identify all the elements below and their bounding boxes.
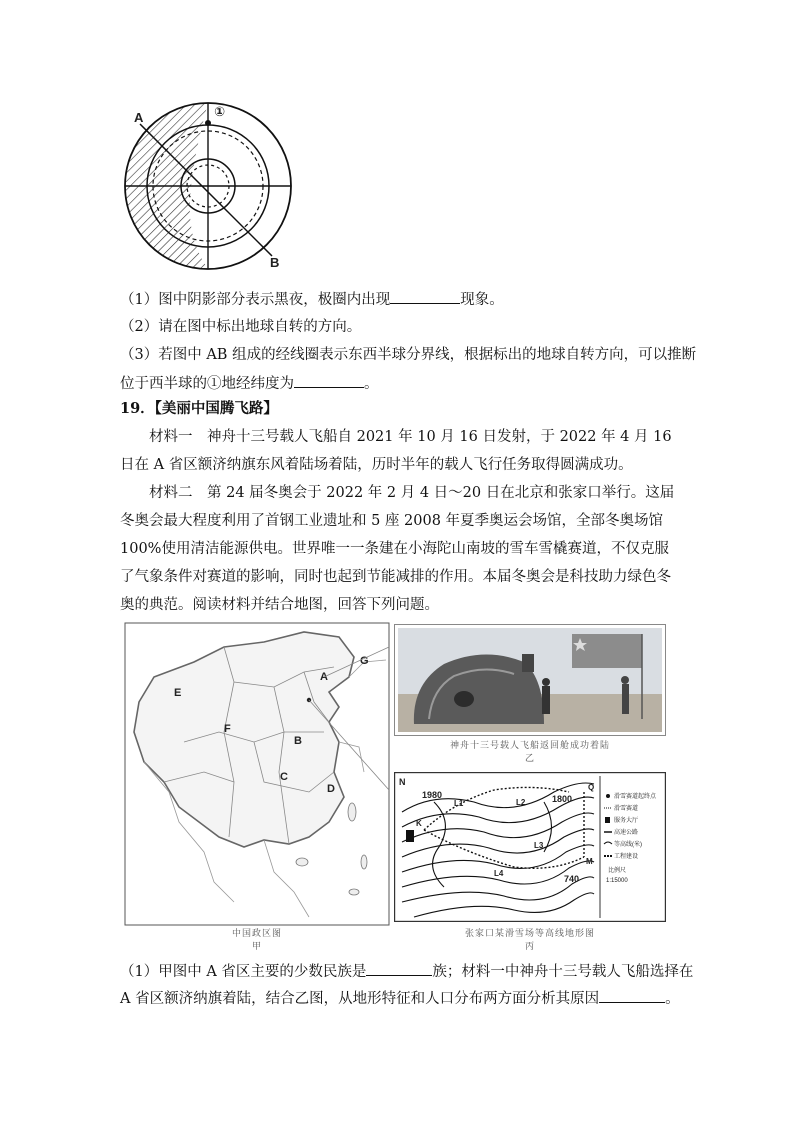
q19-sub1-line1 bbox=[120, 961, 693, 982]
contour-value-740: 740 bbox=[564, 874, 580, 884]
map-label-f: F bbox=[224, 723, 231, 735]
q19-material2 bbox=[120, 479, 676, 619]
q18-sub3-blank[interactable] bbox=[294, 373, 364, 388]
figure-block bbox=[122, 622, 670, 952]
map-caption bbox=[182, 926, 332, 952]
point-k: K bbox=[416, 819, 422, 828]
q18-sub1-text: （1）图中阴影部分表示黑夜，极圈内出现 bbox=[120, 292, 391, 308]
scale-value: 1:15000 bbox=[606, 878, 628, 884]
map-label-a: A bbox=[320, 671, 328, 683]
contour-caption bbox=[394, 926, 666, 952]
contour-l3: L3 bbox=[534, 841, 544, 850]
q19-title bbox=[120, 399, 278, 419]
q19-title-text: 19．【美丽中国腾飞路】 bbox=[120, 400, 278, 417]
contour-value-1980: 1980 bbox=[422, 790, 443, 800]
polar-diagram bbox=[118, 96, 308, 274]
landing-photo bbox=[394, 624, 666, 736]
legend-1: 滑雪赛道起终点 bbox=[614, 794, 657, 800]
q18-sub3-line1 bbox=[120, 345, 696, 365]
contour-map bbox=[394, 772, 666, 922]
legend-3: 服务大厅 bbox=[614, 818, 639, 824]
q19-material1 bbox=[120, 423, 676, 479]
label-b: B bbox=[270, 255, 280, 270]
contour-l2: L2 bbox=[516, 798, 526, 807]
q19-sub1-mid: 族；材料一中神舟十三号载人飞船选择在 bbox=[432, 964, 694, 980]
legend-2: 滑雪赛道 bbox=[614, 806, 639, 812]
map-label-d: D bbox=[327, 783, 335, 795]
q18-sub3-line2 bbox=[120, 373, 379, 394]
map-label-e: E bbox=[174, 687, 182, 699]
q18-sub1-end: 现象。 bbox=[460, 292, 504, 308]
point-q: Q bbox=[588, 783, 595, 792]
map-caption-sub: 甲 bbox=[251, 942, 262, 952]
map-label-c: C bbox=[280, 771, 288, 783]
photo-caption-sub: 乙 bbox=[524, 754, 535, 764]
q19-sub1-blank2[interactable] bbox=[599, 988, 665, 1003]
label-point-1: ① bbox=[214, 104, 226, 119]
photo-caption-text: 神舟十三号载人飞船返回舱成功着陆 bbox=[449, 741, 610, 751]
q19-sub1-text1: （1）甲图中 A 省区主要的少数民族是 bbox=[120, 964, 367, 980]
q19-sub1-line2 bbox=[120, 988, 680, 1009]
q18-sub1 bbox=[120, 289, 504, 310]
photo-caption bbox=[394, 738, 666, 764]
china-map bbox=[124, 622, 392, 928]
q19-sub1-end: 。 bbox=[665, 991, 680, 1007]
q18-sub3-end: 。 bbox=[364, 376, 379, 392]
q18-sub2-text: （2）请在图中标出地球自转的方向。 bbox=[120, 319, 362, 335]
scale-label: 比例尺 bbox=[608, 868, 627, 874]
q19-sub1-blank1[interactable] bbox=[366, 961, 432, 976]
label-a: A bbox=[134, 110, 144, 125]
q19-material1-text: 材料一 神舟十三号载人飞船自 2021 年 10 月 16 日发射，于 2022 年 4 月 16 日在 A 省区额济纳旗东风着陆场着陆，历时半年的载人飞行任务取得圆满成功。 bbox=[120, 429, 672, 473]
q18-sub1-blank[interactable] bbox=[390, 289, 460, 304]
map-label-g: G bbox=[360, 655, 369, 667]
contour-caption-text: 张家口某滑雪场等高线地形图 bbox=[464, 929, 595, 939]
map-label-b: B bbox=[294, 735, 302, 747]
point-1 bbox=[205, 120, 211, 126]
legend-4: 高速公路 bbox=[614, 830, 639, 836]
q18-sub3-text2: 位于西半球的①地经纬度为 bbox=[120, 376, 294, 392]
q19-material2-text: 材料二 第 24 届冬奥会于 2022 年 2 月 4 日～20 日在北京和张家口举行。这届冬奥会最大程度利用了首钢工业遗址和 5 座 2008 年夏季奥运会场馆，全部冬奥场馆 100%使用清洁能源供电。世界唯一一条建在小海陀山南坡的雪车雪橇赛道，不仅克服了气象条件对赛道的影响，同时也起到节能减排的作用。本届冬奥会是科技助力绿色冬奥的典范。阅读材料并结合地图，回答下列问题。 bbox=[120, 485, 675, 613]
legend-5: 等高线(米) bbox=[614, 842, 642, 848]
point-m: M bbox=[586, 857, 593, 866]
contour-caption-sub: 丙 bbox=[524, 942, 535, 952]
legend-6: 工程建设 bbox=[614, 854, 639, 860]
north-label: N bbox=[399, 777, 406, 787]
q19-sub1-text2: A 省区额济纳旗着陆，结合乙图，从地形特征和人口分布两方面分析其原因 bbox=[120, 991, 600, 1007]
contour-l1: L1 bbox=[454, 799, 464, 808]
contour-value-1800: 1800 bbox=[552, 794, 573, 804]
q18-sub2 bbox=[120, 317, 361, 337]
contour-l4: L4 bbox=[494, 869, 504, 878]
map-caption-text: 中国政区图 bbox=[231, 929, 282, 939]
q18-sub3-text1: （3）若图中 AB 组成的经线圈表示东西半球分界线，根据标出的地球自转方向，可以推断 bbox=[120, 347, 697, 363]
